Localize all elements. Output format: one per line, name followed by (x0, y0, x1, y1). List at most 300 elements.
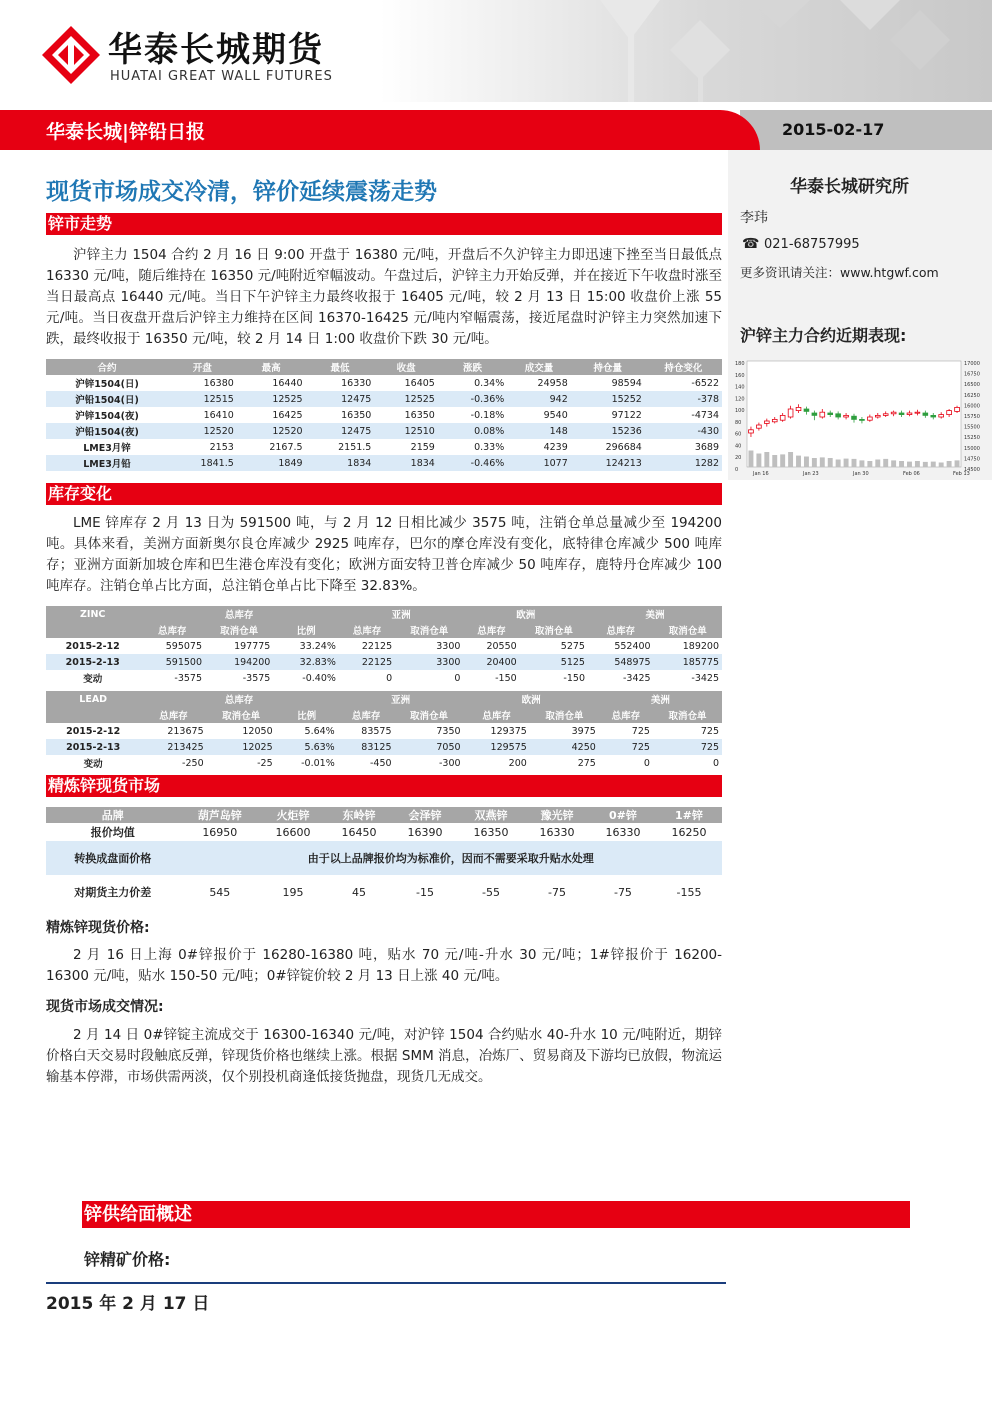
quote-cell: 16380 (168, 375, 237, 391)
candle-body (939, 415, 944, 417)
stock-cell: 22125 (339, 654, 395, 670)
inventory-paragraph: LME 锌库存 2 月 13 日为 591500 吨，与 2 月 12 日相比减少 3575 吨，注销仓单总量减少至 194200 吨。具体来看，美洲方面新奥尔良仓库减少 2925 吨库存，巴尔的摩仓库没有变化，底特律仓库减少 500 吨库存；亚洲方面新加坡仓库和巴生港仓库没有变化；欧洲方面安特卫普仓库减少 50 吨库存，鹿特丹仓库减少 100 吨库存。注销仓单占比方面，总注销仓单占比下降至 32.83%。 (46, 515, 722, 594)
quote-cell: 2153 (168, 439, 237, 455)
stock-group: 亚洲 (339, 606, 464, 622)
stock-cell: 725 (599, 723, 653, 739)
candle-body (772, 419, 777, 421)
volume-bar (812, 458, 817, 467)
candle-body (844, 415, 849, 417)
y-tick-right: 16000 (964, 403, 980, 410)
page-title: 现货市场成交冷清，锌价延续震荡走势 (46, 179, 437, 205)
company-name-en: HUATAI GREAT WALL FUTURES (110, 69, 333, 84)
stock-sub: 总库存 (339, 622, 395, 638)
stock-cell: -150 (520, 670, 588, 686)
huatai-logo-icon (42, 26, 100, 84)
stock-sub: 取消仓单 (653, 707, 722, 723)
quote-cell: -0.46% (438, 455, 507, 471)
quote-row (46, 407, 722, 423)
stock-cell: 5275 (520, 638, 588, 654)
quote-cell: 98594 (571, 375, 645, 391)
spot-cell: 报价均值 (46, 823, 180, 841)
chart-title: 沪锌主力合约近期表现: (740, 326, 907, 345)
section-title-market: 锌市走势 (46, 213, 722, 235)
volume-bar (836, 460, 841, 468)
spot-cell: 对期货主力价差 (46, 875, 180, 909)
volume-bar (828, 458, 833, 467)
volume-bar (859, 460, 864, 467)
stock-cell: 0 (653, 755, 722, 771)
y-tick-left: 60 (735, 431, 742, 438)
x-tick: Jan 23 (803, 471, 819, 477)
quote-cell: LME3月锌 (46, 439, 168, 455)
quote-cell: 1841.5 (168, 455, 237, 471)
stock-cell: -0.01% (276, 755, 338, 771)
quote-header: 成交量 (507, 359, 571, 375)
x-tick: Jan 30 (853, 471, 869, 477)
header-decoration (590, 0, 992, 102)
quote-cell: -430 (645, 423, 722, 439)
sidebar-phone: 021-68757995 (764, 237, 860, 252)
candle-body (780, 415, 785, 420)
quote-cell: 16350 (374, 407, 438, 423)
stock-sub: 取消仓单 (654, 622, 722, 638)
y-tick-right: 14750 (964, 456, 980, 463)
quote-cell: 16425 (237, 407, 306, 423)
spot-cell: 16330 (590, 823, 656, 841)
stock-sub: 取消仓单 (205, 622, 273, 638)
spot-cell: 16250 (656, 823, 722, 841)
volume-bar (907, 462, 912, 467)
stock-cell: 83575 (338, 723, 395, 739)
quote-cell: 1834 (374, 455, 438, 471)
candle-body (860, 419, 865, 420)
stock-sub: 取消仓单 (530, 707, 599, 723)
stock-cell: 3300 (395, 638, 463, 654)
quote-cell: 0.08% (438, 423, 507, 439)
quote-cell: -4734 (645, 407, 722, 423)
stock-cell: 7050 (395, 739, 464, 755)
stock-cell: 189200 (654, 638, 722, 654)
stock-sub (46, 707, 140, 723)
y-tick-right: 15750 (964, 414, 980, 420)
quote-cell: 97122 (571, 407, 645, 423)
stock-sub: 总库存 (338, 707, 395, 723)
section-title-spot: 精炼锌现货市场 (46, 775, 722, 797)
candle-body (812, 413, 817, 415)
quote-cell: 296684 (571, 439, 645, 455)
spot-header: 0#锌 (590, 807, 656, 823)
spot-convert-note: 由于以上品牌报价均为标准价，因而不需要采取升贴水处理 (180, 841, 722, 875)
volume-bar (852, 459, 857, 467)
stock-cell: 12025 (207, 739, 276, 755)
candlestick-chart (735, 355, 987, 480)
quote-cell: 1077 (507, 455, 571, 471)
x-tick: Feb 13 (953, 471, 970, 477)
stock-cell: 0 (599, 755, 653, 771)
stock-cell: 5125 (520, 654, 588, 670)
stock-group-row (46, 691, 722, 707)
quote-cell: 沪铅1504(夜) (46, 423, 168, 439)
candle-body (820, 412, 825, 417)
quote-cell: 沪锌1504(日) (46, 375, 168, 391)
stock-cell: 32.83% (273, 654, 339, 670)
y-tick-right: 16250 (964, 392, 980, 399)
candle-body (852, 416, 857, 419)
stock-sub: 总库存 (463, 622, 519, 638)
stock-group: 美洲 (588, 606, 722, 622)
stock-cell: 129575 (464, 739, 530, 755)
quote-cell: 148 (507, 423, 571, 439)
stock-cell: 0 (339, 670, 395, 686)
spot-cell: 195 (260, 875, 326, 909)
y-tick-left: 80 (735, 419, 742, 426)
stock-cell: -150 (463, 670, 519, 686)
quote-cell: -0.36% (438, 391, 507, 407)
volume-bar (780, 454, 785, 467)
quote-header: 涨跌 (438, 359, 507, 375)
volume-bar (931, 462, 936, 467)
phone-icon: ☎ (742, 236, 760, 252)
y-tick-left: 160 (735, 372, 745, 379)
stock-cell: 20550 (463, 638, 519, 654)
stock-sub-row (46, 707, 722, 723)
y-tick-right: 14500 (964, 467, 980, 473)
quote-cell: 2159 (374, 439, 438, 455)
stock-cell: 0 (395, 670, 463, 686)
stock-row (46, 739, 722, 755)
quote-header: 最高 (237, 359, 306, 375)
spot-header: 葫芦岛锌 (180, 807, 260, 823)
stock-sub: 总库存 (464, 707, 530, 723)
stock-cell: 2015-2-13 (46, 654, 139, 670)
volume-bar (772, 455, 777, 467)
stock-cell: -300 (395, 755, 464, 771)
stock-sub: 取消仓单 (207, 707, 276, 723)
footer-divider (46, 1282, 726, 1284)
stock-cell: 5.63% (276, 739, 338, 755)
company-name-cn: 华泰长城期货 (108, 30, 324, 70)
stock-sub: 总库存 (139, 622, 205, 638)
volume-bar (749, 451, 754, 468)
candle-body (947, 411, 952, 415)
quote-cell: 0.33% (438, 439, 507, 455)
volume-bar (875, 460, 880, 468)
y-tick-left: 0 (735, 467, 739, 473)
stock-cell: -3575 (205, 670, 273, 686)
spot-cell: 16350 (458, 823, 524, 841)
candle-body (828, 413, 833, 415)
stock-cell: -3425 (588, 670, 654, 686)
y-tick-right: 15000 (964, 445, 980, 452)
stock-row (46, 654, 722, 670)
stock-cell: -250 (140, 755, 206, 771)
sidebar-more: 更多资讯请关注：www.htgwf.com (740, 265, 939, 280)
sidebar-author: 李玮 (740, 210, 768, 226)
spot-cell: -75 (524, 875, 590, 909)
volume-bar (804, 457, 809, 468)
quote-header: 持仓量 (571, 359, 645, 375)
candle-body (867, 417, 872, 420)
spot-header: 会泽锌 (392, 807, 458, 823)
volume-bar (788, 452, 793, 467)
stock-cell: 2015-2-12 (46, 638, 139, 654)
stock-group: 欧洲 (464, 691, 599, 707)
volume-bar (764, 452, 769, 467)
candle-body (875, 415, 880, 417)
quote-cell: 4239 (507, 439, 571, 455)
quote-cell: 12525 (237, 391, 306, 407)
y-tick-right: 16500 (964, 382, 980, 389)
quote-cell: -0.18% (438, 407, 507, 423)
stock-cell: 591500 (139, 654, 205, 670)
stock-cell: -25 (207, 755, 276, 771)
stock-cell: 548975 (588, 654, 654, 670)
stock-row (46, 638, 722, 654)
quote-header: 开盘 (168, 359, 237, 375)
spot-price-paragraph: 2 月 16 日上海 0#锌报价于 16280-16380 吨，贴水 70 元/吨-升水 30 元/吨；1#锌报价于 16200-16300 元/吨，贴水 150-50 元/吨；0#锌锭价较 2 月 13 日上涨 40 元/吨。 (46, 947, 722, 984)
volume-bar (947, 461, 952, 467)
quote-header: 收盘 (374, 359, 438, 375)
stock-cell: 200 (464, 755, 530, 771)
quote-table (46, 359, 722, 471)
y-tick-right: 17000 (964, 361, 980, 367)
market-paragraph: 沪锌主力 1504 合约 2 月 16 日 9:00 开盘于 16380 元/吨，开盘后不久沪锌主力即迅速下挫至当日最低点 16330 元/吨，随后维持在 16350 元/吨附近窄幅波动。午盘过后，沪锌主力开始反弹，并在接近下午收盘时涨至当日最高点 16440 元/吨。当日下午沪锌主力最终收报于 16405 元/吨，较 2 月 13 日 15:00 收盘价上涨 55 元/吨。当日夜盘开盘后沪锌主力维持在区间 16370-16425 元/吨内窄幅震荡，接近尾盘时沪锌主力突然加速下跌，最终收报于 16350 元/吨，较 2 月 14 日 1:00 收盘价下跌 30 元/吨。 (46, 247, 722, 347)
quote-cell: 16440 (237, 375, 306, 391)
stock-group: 美洲 (599, 691, 722, 707)
stock-cell: -3575 (139, 670, 205, 686)
stock-cell: 变动 (46, 755, 140, 771)
stock-cell: 33.24% (273, 638, 339, 654)
volume-bar (796, 456, 801, 467)
quote-cell: 15236 (571, 423, 645, 439)
quote-row (46, 455, 722, 471)
stock-group: 总库存 (139, 606, 338, 622)
stock-cell: 83125 (338, 739, 395, 755)
report-type: 华泰长城|锌铅日报 (46, 121, 205, 143)
stock-sub: 比例 (273, 622, 339, 638)
spot-cell: -15 (392, 875, 458, 909)
y-tick-left: 140 (735, 384, 745, 391)
spot-cell: 45 (326, 875, 392, 909)
stock-cell: 5.64% (276, 723, 338, 739)
stock-cell: 725 (599, 739, 653, 755)
quote-cell: 12520 (168, 423, 237, 439)
stock-group: 欧洲 (463, 606, 588, 622)
spot-convert-label: 转换成盘面价格 (46, 841, 180, 875)
stock-group: 总库存 (140, 691, 337, 707)
stock-cell: 185775 (654, 654, 722, 670)
candle-body (899, 413, 904, 415)
stock-cell: 552400 (588, 638, 654, 654)
quote-cell: 942 (507, 391, 571, 407)
candle-body (796, 407, 801, 410)
y-tick-right: 15500 (964, 424, 980, 431)
quote-header: 最低 (306, 359, 375, 375)
volume-bar (915, 461, 920, 467)
quote-cell: -6522 (645, 375, 722, 391)
stock-cell: 20400 (463, 654, 519, 670)
spot-header: 东岭锌 (326, 807, 392, 823)
candle-body (891, 412, 896, 414)
candle-body (788, 409, 793, 417)
stock-sub: 取消仓单 (395, 622, 463, 638)
quote-cell: 沪铅1504(日) (46, 391, 168, 407)
metal-label: ZINC (46, 606, 139, 622)
candle-body (915, 412, 920, 413)
quote-cell: 12510 (374, 423, 438, 439)
stock-cell: 3975 (530, 723, 599, 739)
candle-body (955, 407, 960, 411)
quote-cell: 16410 (168, 407, 237, 423)
quote-cell: 1282 (645, 455, 722, 471)
quote-header: 持仓变化 (645, 359, 722, 375)
sidebar-org: 华泰长城研究所 (790, 177, 909, 197)
spot-header: 1#锌 (656, 807, 722, 823)
stock-sub: 总库存 (599, 707, 653, 723)
y-tick-left: 20 (735, 455, 742, 462)
candle-body (757, 425, 762, 428)
stock-sub: 取消仓单 (395, 707, 464, 723)
quote-row (46, 439, 722, 455)
quote-cell: 沪锌1504(夜) (46, 407, 168, 423)
stock-group-row (46, 606, 722, 622)
spot-cell: 16950 (180, 823, 260, 841)
candle-body (883, 414, 888, 416)
spot-header: 品牌 (46, 807, 180, 823)
stock-cell: 12050 (207, 723, 276, 739)
section-title-inventory: 库存变化 (46, 483, 722, 505)
y-tick-right: 16750 (964, 371, 980, 378)
y-tick-left: 100 (735, 408, 745, 415)
spot-cell: -55 (458, 875, 524, 909)
spot-cell: 16330 (524, 823, 590, 841)
quote-cell: 16330 (306, 375, 375, 391)
quote-cell: 12525 (374, 391, 438, 407)
volume-bar (756, 454, 761, 468)
stock-cell: 194200 (205, 654, 273, 670)
volume-bar (955, 460, 960, 467)
quote-cell: -378 (645, 391, 722, 407)
volume-bar (891, 460, 896, 467)
x-tick: Jan 16 (753, 471, 769, 477)
quote-cell: 24958 (507, 375, 571, 391)
quote-cell: 1834 (306, 455, 375, 471)
spot-header: 豫光锌 (524, 807, 590, 823)
stock-row (46, 755, 722, 771)
x-tick: Feb 06 (903, 471, 920, 477)
stock-sub: 比例 (276, 707, 338, 723)
volume-bar (867, 461, 872, 467)
quote-cell: 15252 (571, 391, 645, 407)
candle-body (804, 409, 809, 411)
quote-cell: 12475 (306, 391, 375, 407)
stock-row (46, 670, 722, 686)
stock-cell: 725 (653, 723, 722, 739)
stock-cell: 213675 (140, 723, 206, 739)
quote-cell: 16405 (374, 375, 438, 391)
volume-bar (883, 459, 888, 467)
y-tick-right: 15250 (964, 435, 980, 442)
quote-cell: 12515 (168, 391, 237, 407)
quote-cell: 12520 (237, 423, 306, 439)
subheading-ore-price: 锌精矿价格: (84, 1250, 171, 1269)
trading-paragraph: 2 月 14 日 0#锌锭主流成交于 16300-16340 元/吨，对沪锌 1504 合约贴水 40-升水 10 元/吨附近，期锌价格白天交易时段触底反弹，锌现货价格也继续上涨。根据 SMM 消息，冶炼厂、贸易商及下游均已放假，物流运输基本停滞，市场供需两淡，仅个别投机商逢低接货抛盘，现货几无成交。 (46, 1027, 722, 1085)
spot-cell: 545 (180, 875, 260, 909)
quote-cell: 16350 (306, 407, 375, 423)
stock-cell: 2015-2-13 (46, 739, 140, 755)
candle-body (764, 421, 769, 423)
volume-bar (939, 463, 944, 468)
spot-header: 双燕锌 (458, 807, 524, 823)
quote-cell: 9540 (507, 407, 571, 423)
y-tick-left: 40 (735, 443, 742, 450)
y-tick-left: 180 (735, 361, 745, 367)
stock-cell: 2015-2-12 (46, 723, 140, 739)
lead-stock-table (46, 691, 722, 771)
quote-cell: 12475 (306, 423, 375, 439)
stock-sub-row (46, 622, 722, 638)
section-title-supply: 锌供给面概述 (82, 1201, 910, 1228)
quote-cell: 3689 (645, 439, 722, 455)
quote-header: 合约 (46, 359, 168, 375)
quote-cell: 2151.5 (306, 439, 375, 455)
stock-row (46, 723, 722, 739)
stock-sub: 总库存 (588, 622, 654, 638)
spot-cell: -155 (656, 875, 722, 909)
stock-cell: 129375 (464, 723, 530, 739)
stock-cell: 7350 (395, 723, 464, 739)
quote-cell: 0.34% (438, 375, 507, 391)
volume-bar (899, 461, 904, 467)
stock-cell: -3425 (654, 670, 722, 686)
stock-group: 亚洲 (338, 691, 464, 707)
subheading-trading: 现货市场成交情况: (46, 999, 164, 1015)
quote-row (46, 375, 722, 391)
stock-sub: 取消仓单 (520, 622, 588, 638)
candle-body (923, 413, 928, 415)
y-tick-left: 120 (735, 396, 745, 403)
metal-label: LEAD (46, 691, 140, 707)
volume-bar (844, 459, 849, 467)
stock-sub (46, 622, 139, 638)
stock-cell: 3300 (395, 654, 463, 670)
stock-sub: 总库存 (140, 707, 206, 723)
stock-cell: -450 (338, 755, 395, 771)
stock-cell: 725 (653, 739, 722, 755)
spot-cell: 16390 (392, 823, 458, 841)
stock-cell: -0.40% (273, 670, 339, 686)
candle-body (836, 414, 841, 417)
quote-row (46, 391, 722, 407)
spot-table (46, 807, 722, 909)
volume-bar (820, 457, 825, 467)
stock-cell: 275 (530, 755, 599, 771)
quote-row (46, 423, 722, 439)
quote-cell: 124213 (571, 455, 645, 471)
subheading-spot-price: 精炼锌现货价格: (46, 920, 150, 936)
candle-body (749, 430, 754, 433)
spot-cell: -75 (590, 875, 656, 909)
quote-cell: LME3月铅 (46, 455, 168, 471)
spot-cell: 16600 (260, 823, 326, 841)
zinc-stock-table (46, 606, 722, 686)
stock-cell: 4250 (530, 739, 599, 755)
stock-cell: 22125 (339, 638, 395, 654)
quote-cell: 1849 (237, 455, 306, 471)
stock-cell: 变动 (46, 670, 139, 686)
candle-body (931, 415, 936, 417)
stock-cell: 213425 (140, 739, 206, 755)
